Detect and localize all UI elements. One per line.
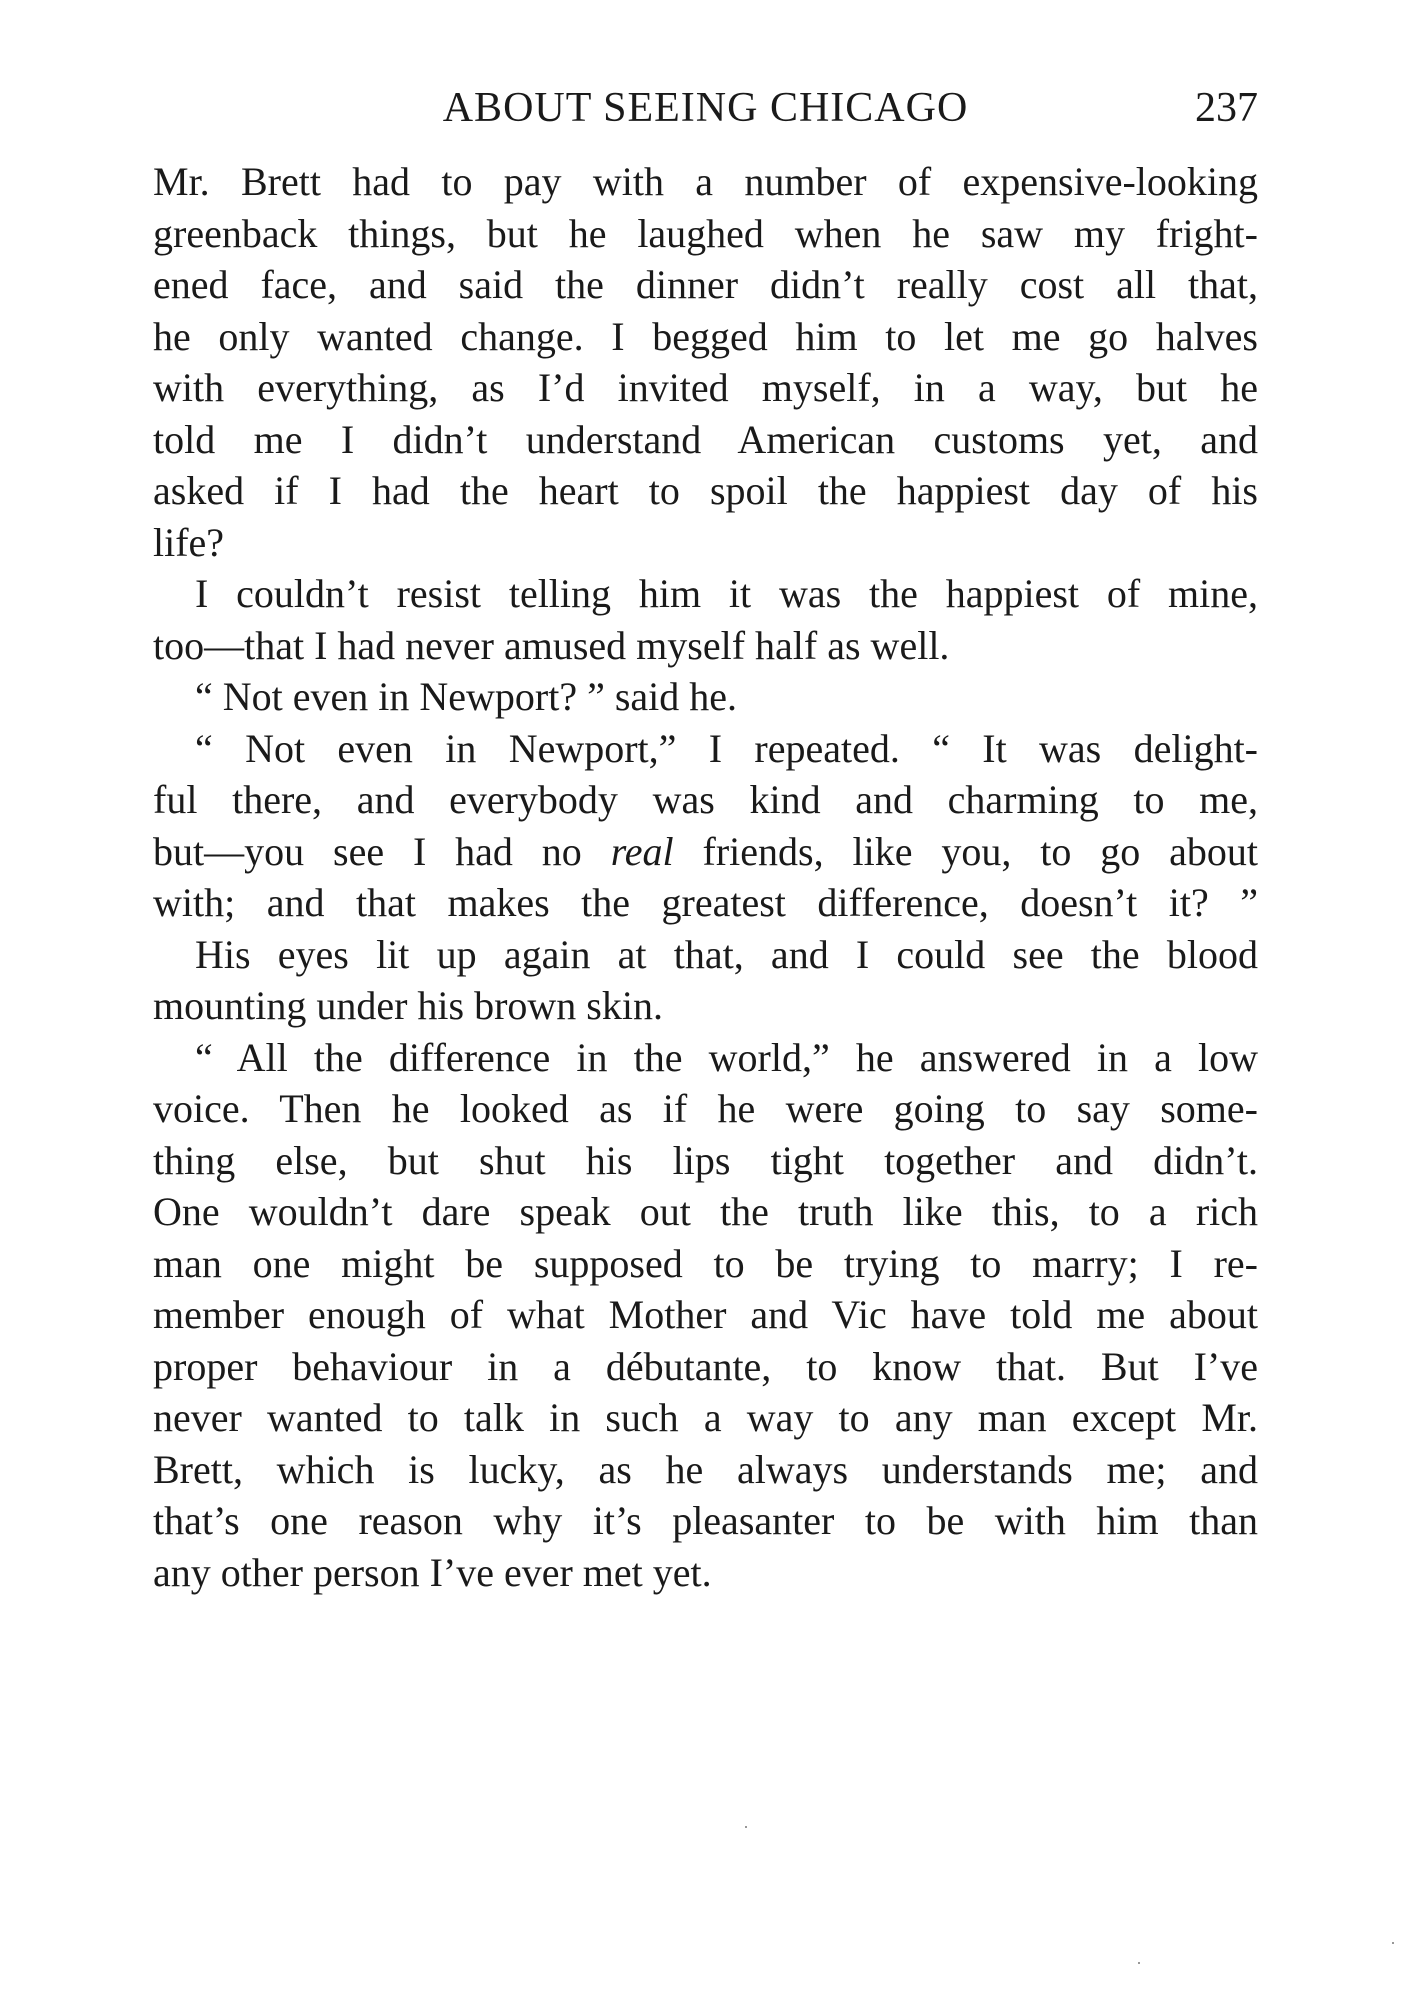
text-line: never wanted to talk in such a way to any man except Mr. <box>153 1395 1258 1440</box>
running-head <box>153 78 1258 138</box>
text-line: “ Not even in Newport,” I repeated. “ It was delight- <box>195 725 1258 771</box>
text-line: ful there, and everybody was kind and charming to me, <box>153 777 1258 822</box>
text-line: voice. Then he looked as if he were going to say some- <box>153 1086 1258 1131</box>
text-line: life? <box>153 519 225 565</box>
body-text <box>153 156 1258 1598</box>
text-line: that’s one reason why it’s pleasanter to be with him than <box>153 1498 1258 1543</box>
text-line: His eyes lit up again at that, and I could see the blood <box>195 931 1258 977</box>
text-line: One wouldn’t dare speak out the truth like this, to a rich <box>153 1189 1258 1234</box>
running-title: ABOUT SEEING CHICAGO <box>442 85 969 131</box>
text-line: with; and that makes the greatest difference, doesn’t it? ” <box>153 880 1258 925</box>
text-segment: but—you see I had no <box>153 828 611 874</box>
text-line: thing else, but shut his lips tight together and didn’t. <box>153 1137 1258 1183</box>
text-line: man one might be supposed to be trying to marry; I re- <box>153 1240 1258 1286</box>
text-line: greenback things, but he laughed when he saw my fright- <box>153 210 1258 256</box>
italic-emphasis: real <box>610 828 674 874</box>
text-line: too—that I had never amused myself half as well. <box>153 622 950 668</box>
page-number: 237 <box>1195 85 1258 131</box>
paper-speck <box>1138 1962 1140 1964</box>
text-line: told me I didn’t understand American customs yet, and <box>153 416 1258 462</box>
text-line: ened face, and said the dinner didn’t really cost all that, <box>153 262 1258 307</box>
paper-speck <box>1392 1942 1394 1944</box>
text-line: proper behaviour in a débutante, to know that. But I’ve <box>153 1343 1258 1389</box>
text-line: “ Not even in Newport? ” said he. <box>195 674 738 719</box>
text-line: any other person I’ve ever met yet. <box>153 1549 712 1595</box>
text-line <box>153 826 1258 878</box>
paper-speck <box>745 1826 747 1828</box>
text-line: “ All the difference in the world,” he answered in a low <box>195 1034 1258 1080</box>
text-line: he only wanted change. I begged him to let me go halves <box>153 313 1258 359</box>
text-line: member enough of what Mother and Vic have told me about <box>153 1292 1258 1337</box>
text-line: Brett, which is lucky, as he always understands me; and <box>153 1446 1258 1492</box>
text-line: with everything, as I’d invited myself, in a way, but he <box>153 365 1258 410</box>
text-line: I couldn’t resist telling him it was the happiest of mine, <box>195 571 1258 616</box>
text-line: Mr. Brett had to pay with a number of expensive-looking <box>153 159 1258 204</box>
text-segment: friends, like you, to go about <box>673 828 1258 874</box>
text-line: mounting under his brown skin. <box>153 983 663 1028</box>
text-line: asked if I had the heart to spoil the happiest day of his <box>153 468 1258 513</box>
